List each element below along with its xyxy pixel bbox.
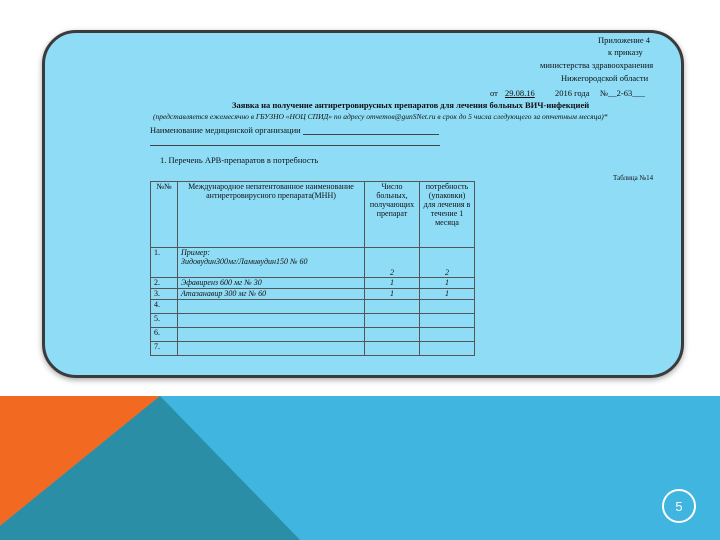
row-number: 3. [151,289,178,300]
row-drug-name [178,300,365,314]
org-underline-2 [150,145,440,146]
row-need: 1 [420,289,475,300]
row-need [420,314,475,328]
order-date: 29.08.16 [505,88,535,98]
row-patients [365,328,420,342]
order-label: к приказу [608,47,643,57]
document-scan [45,33,681,375]
appendix-label: Приложение 4 [598,35,650,45]
row-number: 5. [151,314,178,328]
row-need [420,328,475,342]
table-row [151,278,475,289]
drug-request-table [150,181,475,356]
table-header-row [151,182,475,248]
table-row [151,314,475,328]
document-title: Заявка на получение антиретровирусных препаратов для лечения больных ВИЧ-инфекцией [232,100,590,110]
section-title: 1. Перечень АРВ-препаратов в потребность [160,155,319,165]
table-row [151,328,475,342]
row-number: 2. [151,278,178,289]
col-header-drug-name: Международное непатентованное наименование антиретровирусного препарата(МНН) [178,182,365,248]
row-patients: 1 [365,289,420,300]
row-drug-name [178,328,365,342]
row-need: 1 [420,278,475,289]
table-row [151,289,475,300]
row-drug-name: Атазанавир 300 мг № 60 [178,289,365,300]
document-card [42,30,684,378]
ministry-label: министерства здравоохранения [540,60,654,70]
row-number: 7. [151,342,178,356]
table-row [151,248,475,278]
row-drug-name: Пример: Зидовудин300мг/Ламивудин150 № 60 [178,248,365,278]
table-row [151,342,475,356]
row-patients [365,314,420,328]
row-patients [365,342,420,356]
page-number-badge: 5 [662,489,696,523]
row-number: 4. [151,300,178,314]
row-patients: 2 [365,248,420,278]
table-number-label: Таблица №14 [613,174,654,182]
row-patients [365,300,420,314]
col-header-number: №№ [151,182,178,248]
row-need [420,300,475,314]
slide-bottom-decoration [0,396,720,540]
row-drug-name: Эфавиренз 600 мг № 30 [178,278,365,289]
date-prefix: от [490,88,498,98]
row-number: 6. [151,328,178,342]
org-label: Наименование медицинской организации [150,125,301,135]
order-year: 2016 года [555,88,590,98]
region-label: Нижегородской области [561,73,649,83]
row-number: 1. [151,248,178,278]
row-patients: 1 [365,278,420,289]
document-subtitle: (представляется ежемесячно в ГБУЗНО «НОЦ СПИД» по адресу отчетов@gunSNet.ru в срок до 5 числа следующего за отчетным месяца)* [153,112,608,121]
row-drug-name [178,342,365,356]
col-header-need: потребность (упаковки) для лечения в течение 1 месяца [420,182,475,248]
table-row [151,300,475,314]
row-need [420,342,475,356]
org-underline [303,134,439,135]
row-drug-name [178,314,365,328]
col-header-patients: Число больных, получающих препарат [365,182,420,248]
order-number: №__2-63___ [600,88,645,98]
row-need: 2 [420,248,475,278]
